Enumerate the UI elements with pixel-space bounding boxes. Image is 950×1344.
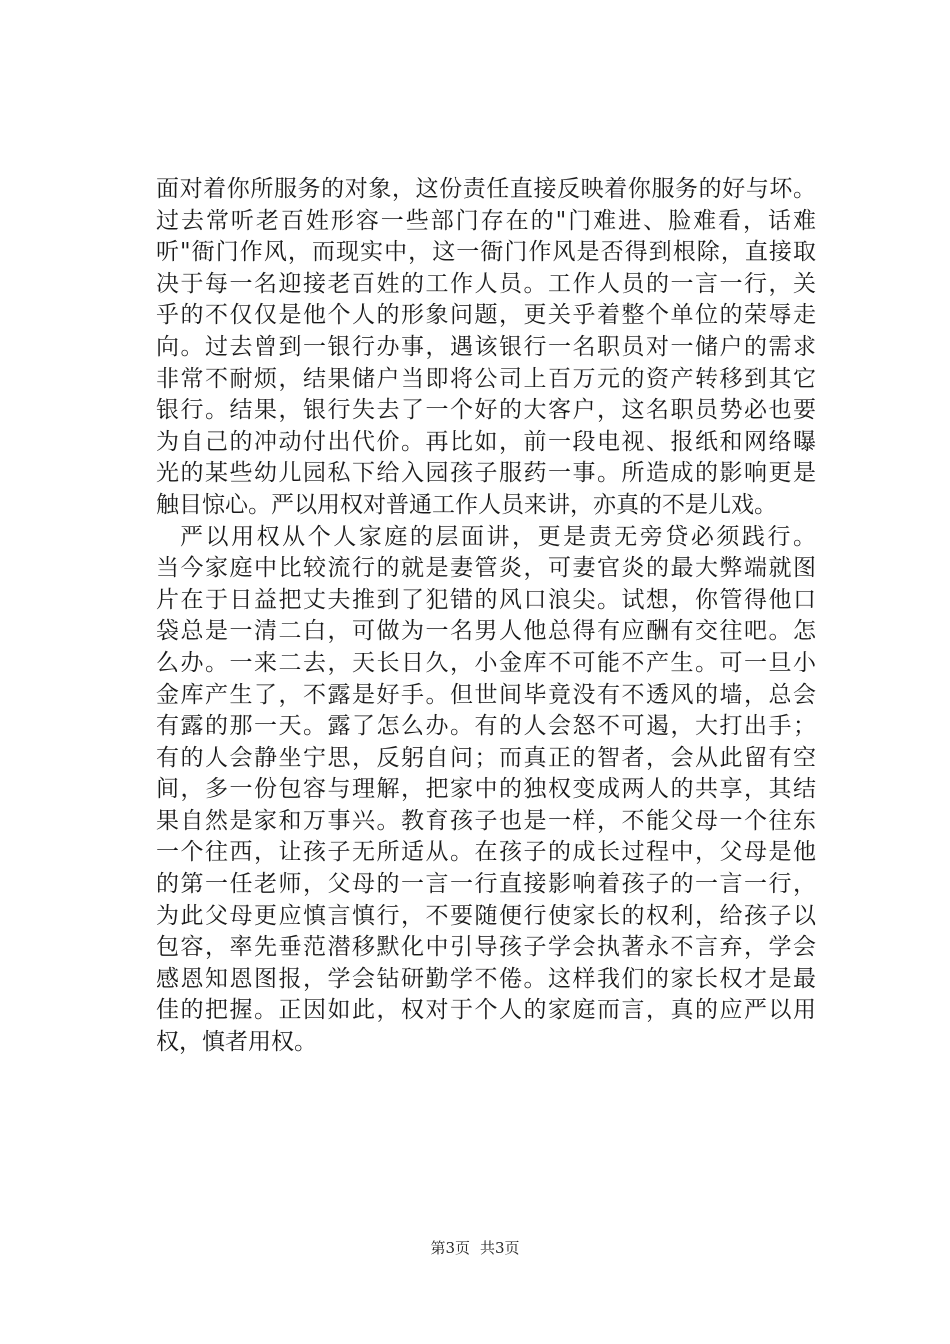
text-line: 触目惊心。严以用权对普通工作人员来讲，亦真的不是儿戏。	[156, 491, 777, 518]
text-line: 为自己的冲动付出代价。再比如，前一段电视、报纸和网络曝	[156, 428, 816, 455]
text-line: 有露的那一天。露了怎么办。有的人会怒不可遏，大打出手；	[156, 713, 816, 740]
text-line: 听"衙门作风，而现实中，这一衙门作风是否得到根除，直接取	[156, 239, 816, 266]
text-line: 有的人会静坐宁思，反躬自问；而真正的智者，会从此留有空	[156, 744, 816, 771]
text-line: 果自然是家和万事兴。教育孩子也是一样，不能父母一个往东	[156, 807, 816, 834]
page-footer	[0, 1238, 950, 1258]
text-line: 感恩知恩图报，学会钻研勤学不倦。这样我们的家长权才是最	[156, 965, 816, 992]
text-line: 袋总是一清二白，可做为一名男人他总得有应酬有交往吧。怎	[156, 618, 816, 645]
text-line: 的第一任老师，父母的一言一行直接影响着孩子的一言一行，	[156, 871, 816, 898]
text-line: 向。过去曾到一银行办事，遇该银行一名职员对一储户的需求	[156, 333, 816, 360]
text-line: 佳的把握。正因如此，权对于个人的家庭而言，真的应严以用	[156, 997, 816, 1024]
text-line: 决于每一名迎接老百姓的工作人员。工作人员的一言一行，关	[156, 270, 816, 297]
text-line: 乎的不仅仅是他个人的形象问题，更关乎着整个单位的荣辱走	[156, 302, 816, 329]
text-line: 银行。结果，银行失去了一个好的大客户，这名职员势必也要	[156, 397, 816, 424]
text-line: 间，多一份包容与理解，把家中的独权变成两人的共享，其结	[156, 776, 816, 803]
text-line: 光的某些幼儿园私下给入园孩子服药一事。所造成的影响更是	[156, 460, 816, 487]
body-text	[156, 174, 816, 1059]
text-line: 非常不耐烦，结果储户当即将公司上百万元的资产转移到其它	[156, 365, 816, 392]
text-line: 面对着你所服务的对象，这份责任直接反映着你服务的好与坏。	[156, 176, 816, 202]
page-total: 共3页	[480, 1239, 520, 1257]
text-line: 权，慎者用权。	[156, 1029, 317, 1056]
text-line: 一个往西，让孩子无所适从。在孩子的成长过程中，父母是他	[156, 839, 816, 866]
page-number: 第3页	[430, 1239, 470, 1257]
text-line: 金库产生了，不露是好手。但世间毕竟没有不透风的墙，总会	[156, 681, 816, 708]
text-line: 过去常听老百姓形容一些部门存在的"门难进、脸难看，话难	[156, 207, 816, 234]
paragraph-first-line: 严以用权从个人家庭的层面讲，更是责无旁贷必须践行。	[180, 523, 816, 550]
text-line: 为此父母更应慎言慎行，不要随便行使家长的权利，给孩子以	[156, 902, 816, 929]
text-line: 包容，率先垂范潜移默化中引导孩子学会执著永不言弃，学会	[156, 934, 816, 961]
text-line: 片在于日益把丈夫推到了犯错的风口浪尖。试想，你管得他口	[156, 586, 816, 613]
text-line: 当今家庭中比较流行的就是妻管炎，可妻官炎的最大弊端就图	[156, 555, 816, 582]
text-line: 么办。一来二去，天长日久，小金库不可能不产生。可一旦小	[156, 649, 816, 676]
